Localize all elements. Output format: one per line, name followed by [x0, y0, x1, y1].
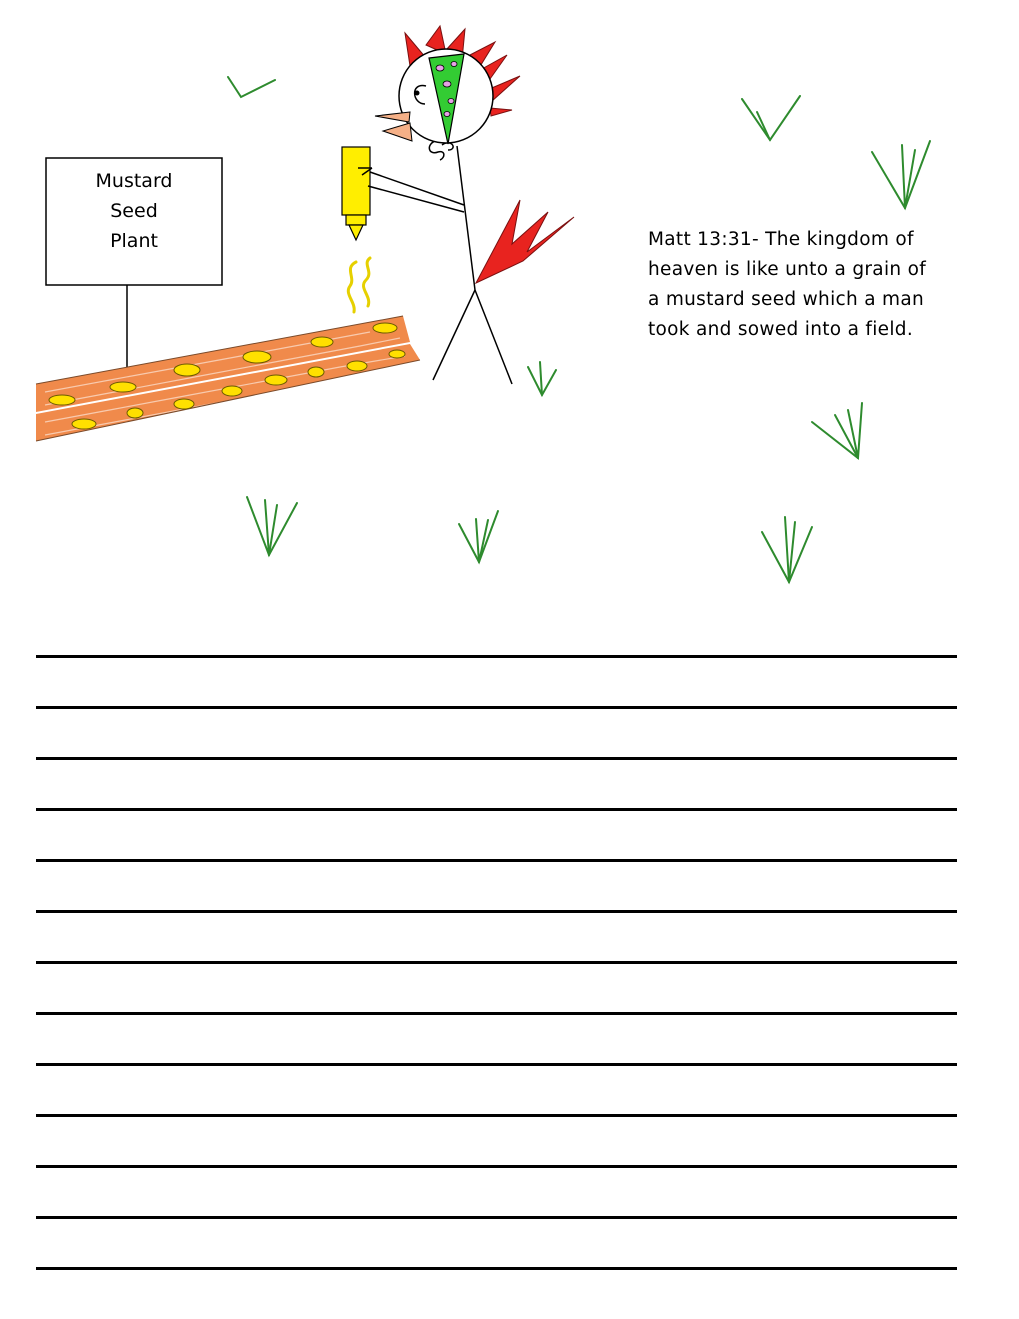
seed-icon — [110, 382, 136, 392]
beak-lower — [383, 123, 412, 141]
writing-line[interactable] — [36, 757, 957, 760]
seed-icon — [347, 361, 367, 371]
grass-tuft-icon — [812, 403, 862, 458]
seed-icon — [72, 419, 96, 429]
writing-line[interactable] — [36, 1165, 957, 1168]
seed-icon — [222, 386, 242, 396]
writing-line[interactable] — [36, 1012, 957, 1015]
seed-bottle — [342, 147, 370, 240]
sign-label-line: Mustard — [95, 170, 173, 192]
writing-line[interactable] — [36, 808, 957, 811]
verse-line: took and sowed into a field. — [648, 319, 913, 340]
verse-line: heaven is like unto a grain of — [648, 259, 927, 280]
bottle-nozzle — [349, 225, 363, 240]
sign-label-line: Seed — [110, 200, 158, 222]
grass-tuft-icon — [528, 362, 556, 395]
pupil — [415, 91, 420, 96]
seed-icon — [373, 323, 397, 333]
falling-seeds — [348, 258, 370, 312]
sign-label — [47, 166, 221, 256]
bottle-cap — [346, 215, 366, 225]
seed-icon — [174, 399, 194, 409]
seed-icon — [127, 408, 143, 418]
verse-line: a mustard seed which a man — [648, 289, 924, 310]
seed-icon — [308, 367, 324, 377]
beak-icon — [375, 112, 410, 122]
seed-icon — [49, 395, 75, 405]
writing-line[interactable] — [36, 859, 957, 862]
seed-icon — [311, 337, 333, 347]
seed-icon — [265, 375, 287, 385]
writing-line[interactable] — [36, 961, 957, 964]
writing-line[interactable] — [36, 1114, 957, 1117]
writing-line[interactable] — [36, 655, 957, 658]
seed-icon — [389, 350, 405, 358]
writing-line[interactable] — [36, 910, 957, 913]
grass-tuft-icon — [247, 497, 297, 555]
grass-tuft-icon — [228, 77, 275, 97]
seed-icon — [174, 364, 200, 376]
scripture-verse — [648, 225, 978, 345]
grass-tuft-icon — [459, 511, 498, 562]
writing-line[interactable] — [36, 1267, 957, 1270]
bottle-body — [342, 147, 370, 215]
verse-line: Matt 13:31- The kingdom of — [648, 229, 914, 250]
grass-tuft-icon — [872, 141, 930, 208]
writing-line[interactable] — [36, 706, 957, 709]
writing-line[interactable] — [36, 1063, 957, 1066]
rooster-tail — [476, 200, 574, 283]
planted-rows — [36, 316, 420, 441]
grass-tuft-icon — [742, 96, 800, 140]
seed-icon — [243, 351, 271, 363]
rooster-head — [375, 49, 493, 144]
sign-label-line: Plant — [110, 230, 158, 252]
grass-tuft-icon — [762, 517, 812, 582]
writing-line[interactable] — [36, 1216, 957, 1219]
